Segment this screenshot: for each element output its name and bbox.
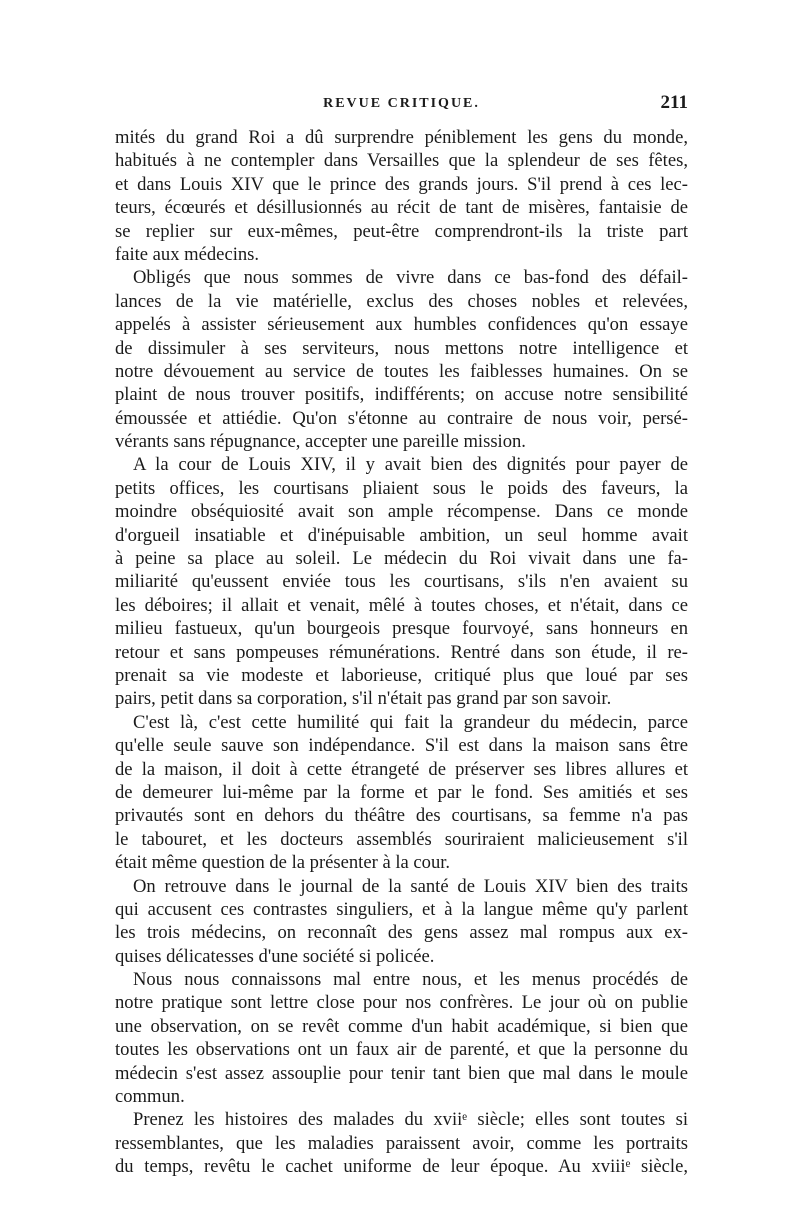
text-line: plaint de nous trouver positifs, indifférents; on accuse notre sensibilité <box>115 384 688 406</box>
text-line: quises délicatesses d'une société si policée. <box>115 945 435 967</box>
text-line: prenait sa vie modeste et laborieuse, critiqué plus que loué par ses <box>115 664 688 686</box>
text-line: commun. <box>115 1086 185 1108</box>
text-line: teurs, écœurés et désillusionnés au récit de tant de misères, fantaisie de <box>115 197 688 219</box>
text-line: du temps, revêtu le cachet uniforme de leur époque. Au xviiiᵉ siècle, <box>115 1156 688 1178</box>
running-title: REVUE CRITIQUE. <box>323 96 480 111</box>
text-line: Prenez les histoires des malades du xviiᵉ siècle; elles sont toutes si <box>133 1109 688 1131</box>
text-line: qu'elle seule sauve son indépendance. S'il est dans la maison sans être <box>115 735 688 757</box>
text-line: et dans Louis XIV que le prince des grands jours. S'il prend à ces lec- <box>115 173 688 195</box>
text-line: les trois médecins, on reconnaît des gens assez mal rompus aux ex- <box>115 922 688 944</box>
text-line: mités du grand Roi a dû surprendre péniblement les gens du monde, <box>115 127 688 148</box>
body-text <box>115 126 688 1179</box>
text-line: appelés à assister sérieusement aux humbles confidences qu'on essaye <box>115 314 688 336</box>
text-line: privautés sont en dehors du théâtre des courtisans, sa femme n'a pas <box>115 805 688 827</box>
text-line: retour et sans pompeuses rémunérations. Rentré dans son étude, il re- <box>115 641 688 663</box>
text-line: habitués à ne contempler dans Versailles que la splendeur de ses fêtes, <box>115 150 688 172</box>
text-line: pairs, petit dans sa corporation, s'il n'était pas grand par son savoir. <box>115 688 612 710</box>
text-line: lances de la vie matérielle, exclus des choses nobles et relevées, <box>115 290 688 312</box>
page-number: 211 <box>660 92 688 113</box>
text-line: miliarité qu'eussent enviée tous les courtisans, s'ils n'en avaient su <box>115 571 688 593</box>
text-line: petits offices, les courtisans pliaient sous le poids des faveurs, la <box>115 477 688 499</box>
text-line: se replier sur eux-mêmes, peut-être comprendront-ils la triste part <box>115 220 688 242</box>
text-line: vérants sans répugnance, accepter une pareille mission. <box>115 431 526 453</box>
text-line: était même question de la présenter à la cour. <box>115 852 451 874</box>
text-line: notre pratique sont lettre close pour nos confrères. Le jour où on publie <box>115 992 688 1014</box>
text-line: à peine sa place au soleil. Le médecin du Roi vivait dans une fa- <box>115 548 688 570</box>
text-line: notre dévouement au service de toutes les faiblesses humaines. On se <box>115 360 688 382</box>
text-line: A la cour de Louis XIV, il y avait bien des dignités pour payer de <box>133 454 688 476</box>
text-line: Obligés que nous sommes de vivre dans ce bas-fond des défail- <box>133 267 688 289</box>
text-line: moindre obséquiosité avait son ample récompense. Dans ce monde <box>115 501 688 523</box>
running-head <box>115 92 688 122</box>
text-line: les déboires; il allait et venait, mêlé à toutes choses, et n'était, dans ce <box>115 594 688 616</box>
text-line: faite aux médecins. <box>115 243 260 265</box>
text-line: médecin s'est assez assouplie pour tenir tant bien que mal dans le moule <box>115 1062 688 1084</box>
text-line: toutes les observations ont un faux air de parenté, et que la personne du <box>115 1039 688 1061</box>
text-line: émoussée et attiédie. Qu'on s'étonne au contraire de nous voir, persé- <box>115 407 688 429</box>
text-line: ressemblantes, que les maladies paraissent avoir, comme les portraits <box>115 1132 688 1154</box>
text-line: de demeurer lui-même par la forme et par le fond. Ses amitiés et ses <box>115 781 688 803</box>
text-line: On retrouve dans le journal de la santé de Louis XIV bien des traits <box>133 875 688 897</box>
text-line: C'est là, c'est cette humilité qui fait la grandeur du médecin, parce <box>133 711 688 733</box>
text-line: une observation, on se revêt comme d'un habit académique, si bien que <box>115 1015 688 1037</box>
text-line: Nous nous connaissons mal entre nous, et les menus procédés de <box>133 969 688 991</box>
text-line: de la maison, il doit à cette étrangeté de préserver ses libres allures et <box>115 758 688 780</box>
text-line: milieu fastueux, qu'un bourgeois presque fourvoyé, sans honneurs en <box>115 618 688 640</box>
text-line: de dissimuler à ses serviteurs, nous mettons notre intelligence et <box>115 337 688 359</box>
text-line: le tabouret, et les docteurs assemblés souriraient malicieusement s'il <box>115 828 688 850</box>
text-line: qui accusent ces contrastes singuliers, et à la langue même qu'y parlent <box>115 898 688 920</box>
text-line: d'orgueil insatiable et d'inépuisable ambition, un seul homme avait <box>115 524 688 546</box>
